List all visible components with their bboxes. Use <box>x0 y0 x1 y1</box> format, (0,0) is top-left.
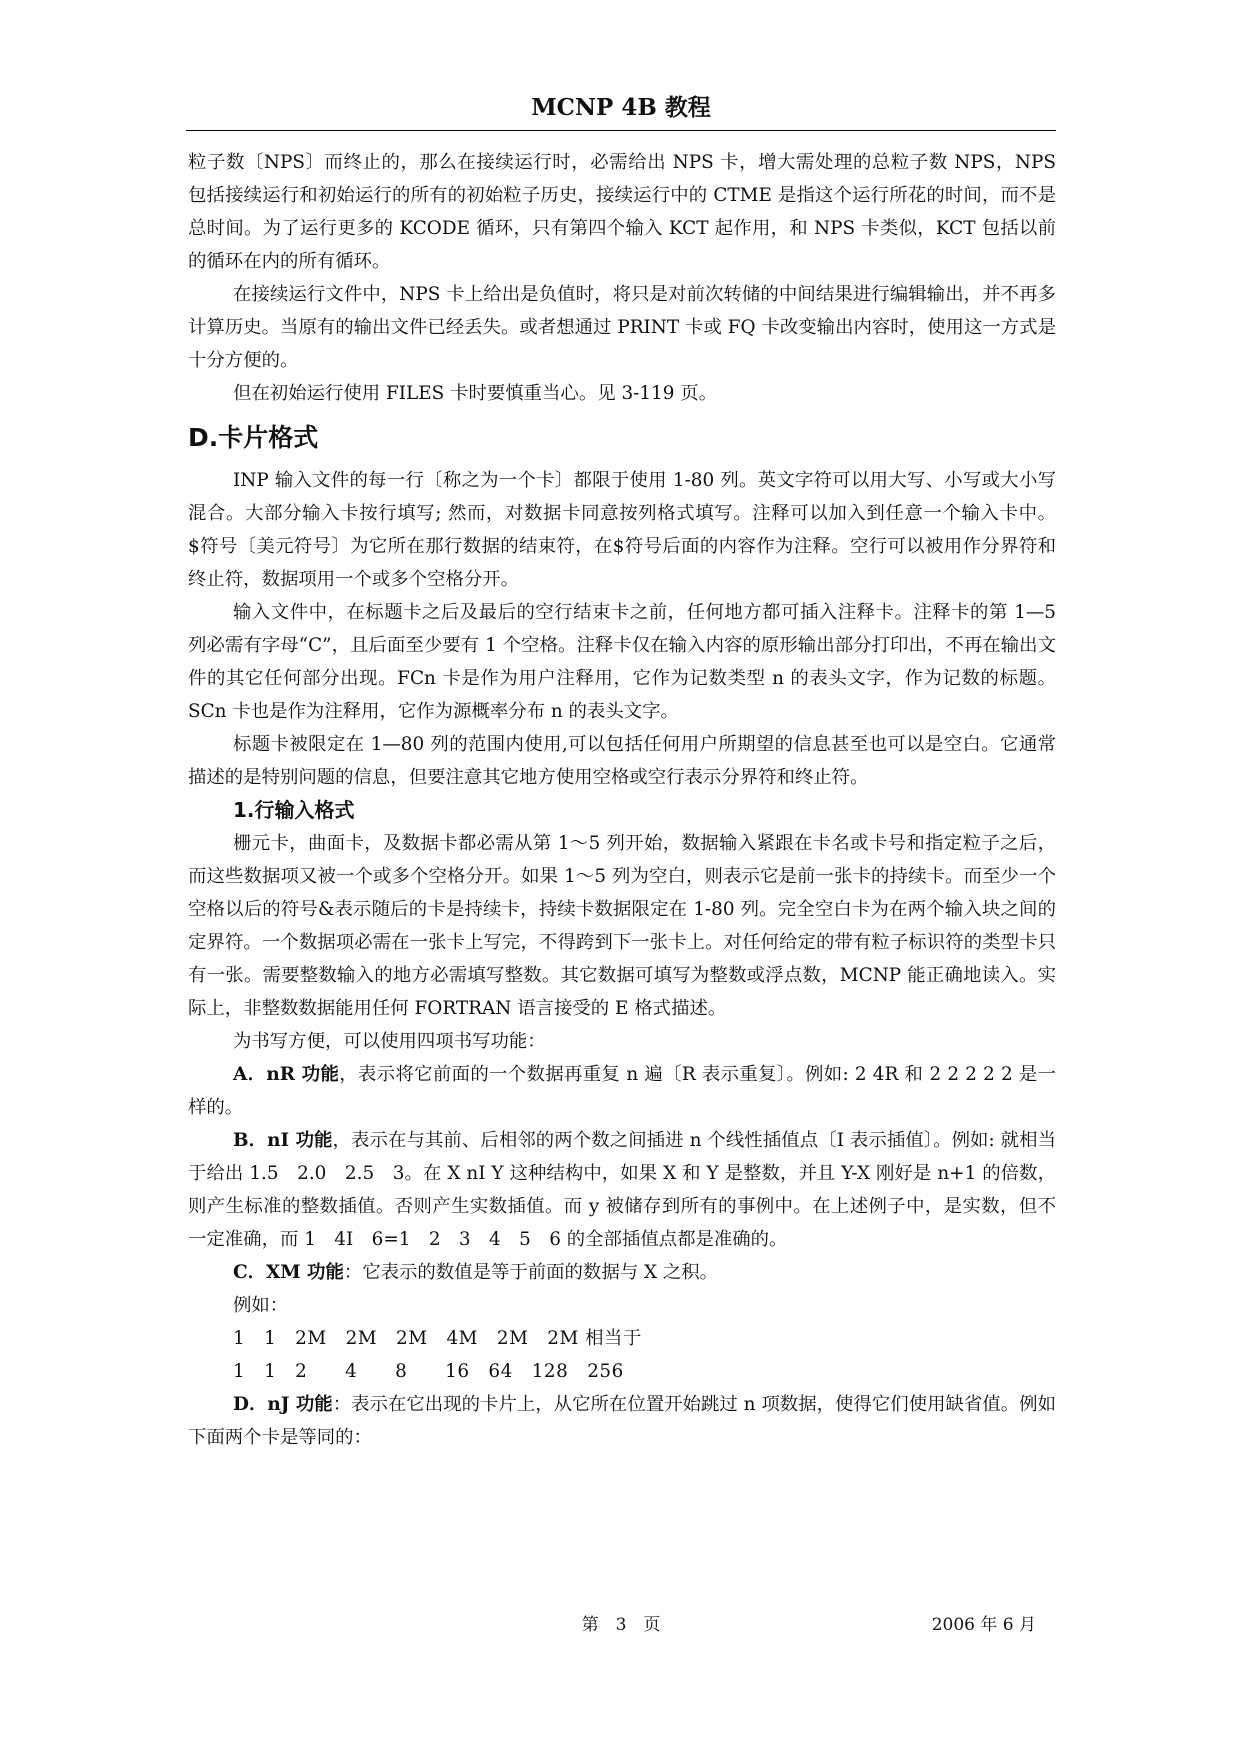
function-b-paragraph <box>188 1124 1056 1256</box>
section-d-paragraph-3: 标题卡被限定在 1—80 列的范围内使用,可以包括任何用户所期望的信息甚至也可以是空白。它通常描述的是特别问题的信息，但要注意其它地方使用空格或空行表示分界符和终止符。 <box>188 734 1056 788</box>
subsection-heading-1: 1.行输入格式 <box>233 798 355 822</box>
intro-paragraph-1: 粒子数〔NPS〕而终止的，那么在接续运行时，必需给出 NPS 卡，增大需处理的总粒子数 NPS，NPS 包括接续运行和初始运行的所有的初始粒子历史，接续运行中的 CTME 是指这个运行所花的时间，而不是总时间。为了运行更多的 KCODE 循环，只有第四个输入 KCT 起作用，和 NPS 卡类似，KCT 包括以前的循环在内的所有循环。 <box>188 152 1056 272</box>
function-c-paragraph <box>188 1256 1056 1289</box>
page-date: 2006 年 6 月 <box>931 1615 1036 1635</box>
page-header: MCNP 4B 教程 <box>186 86 1056 131</box>
subsection-1-paragraph-1: 栅元卡，曲面卡，及数据卡都必需从第 1～5 列开始，数据输入紧跟在卡名或卡号和指定粒子之后，而这些数据项又被一个或多个空格分开。如果 1～5 列为空白，则表示它是前一张卡的持续卡。而至少一个空格以后的符号&表示随后的卡是持续卡，持续卡数据限定在 1-80 列。完全空白卡为在两个输入块之间的定界符。一个数据项必需在一张卡上写完，不得跨到下一张卡上。对任何给定的带有粒子标识符的类型卡只有一张。需要整数输入的地方必需填写整数。其它数据可填写为整数或浮点数，MCNP 能正确地读入。实际上，非整数数据能用任何 FORTRAN 语言接受的 E 格式描述。 <box>188 833 1056 1019</box>
document-body <box>188 146 1056 1454</box>
function-a-label: A．nR 功能 <box>233 1064 340 1085</box>
section-d-paragraph-2: 输入文件中，在标题卡之后及最后的空行结束卡之前，任何地方都可插入注释卡。注释卡的第 1—5 列必需有字母“C”，且后面至少要有 1 个空格。注释卡仅在输入内容的原形输出部分打印出，不再在输出文件的其它任何部分出现。FCn 卡是作为用户注释用，它作为记数类型 n 的表头文字，作为记数的标题。SCn 卡也是作为注释用，它作为源概率分布 n 的表头文字。 <box>188 602 1056 722</box>
page-footer <box>186 1610 1056 1640</box>
function-d-label: D．nJ 功能 <box>233 1394 333 1415</box>
function-c-example-intro: 例如： <box>233 1295 289 1316</box>
section-d-paragraph-1: INP 输入文件的每一行〔称之为一个卡〕都限于使用 1-80 列。英文字符可以用大写、小写或大小写混合。大部分输入卡按行填写; 然而，对数据卡同意按列格式填写。注释可以加入到任意一个输入卡中。$符号〔美元符号〕为它所在那行数据的结束符，在$符号后面的内容作为注释。空行可以被用作分界符和终止符，数据项用一个或多个空格分开。 <box>188 470 1056 590</box>
function-c-example-line-2: 1 1 2 4 8 16 64 128 256 <box>233 1361 624 1382</box>
section-heading-d: D.卡片格式 <box>188 423 319 452</box>
function-a-paragraph <box>188 1058 1056 1124</box>
function-c-text: ：它表示的数值是等于前面的数据与 X 之积。 <box>343 1262 719 1283</box>
function-c-example-line-1: 1 1 2M 2M 2M 4M 2M 2M 相当于 <box>233 1328 642 1349</box>
function-a-text: ，表示将它前面的一个数据再重复 n 遍〔R 表示重复〕。例如: 2 4R 和 2 2 2 2 2 是一样的。 <box>188 1064 1056 1118</box>
subsection-1-paragraph-2: 为书写方便，可以使用四项书写功能： <box>233 1031 546 1052</box>
intro-paragraph-3: 但在初始运行使用 FILES 卡时要慎重当心。见 3-119 页。 <box>233 383 718 404</box>
intro-paragraph-2: 在接续运行文件中，NPS 卡上给出是负值时，将只是对前次转储的中间结果进行编辑输出，并不再多计算历史。当原有的输出文件已经丢失。或者想通过 PRINT 卡或 FQ 卡改变输出内容时，使用这一方式是十分方便的。 <box>188 284 1056 371</box>
function-d-text: ：表示在它出现的卡片上，从它所在位置开始跳过 n 项数据，使得它们使用缺省值。例如下面两个卡是等同的： <box>188 1394 1056 1448</box>
page-number: 第 3 页 <box>581 1615 661 1635</box>
function-b-text: ，表示在与其前、后相邻的两个数之间插进 n 个线性插值点〔I 表示插值〕。例如: 就相当于给出 1.5 2.0 2.5 3。在 X nI Y 这种结构中，如果 X 和 Y 是整数，并且 Y-X 刚好是 n+1 的倍数，则产生标准的整数插值。否则产生实数插值。而 y 被储存到所有的事例中。在上述例子中，是实数，但不一定准确，而 1 4I 6=1 2 3 4 5 6 的全部插值点都是准确的。 <box>188 1130 1057 1250</box>
function-b-label: B．nI 功能 <box>233 1130 333 1151</box>
function-c-label: C．XM 功能 <box>233 1262 344 1283</box>
function-d-paragraph <box>188 1388 1056 1454</box>
